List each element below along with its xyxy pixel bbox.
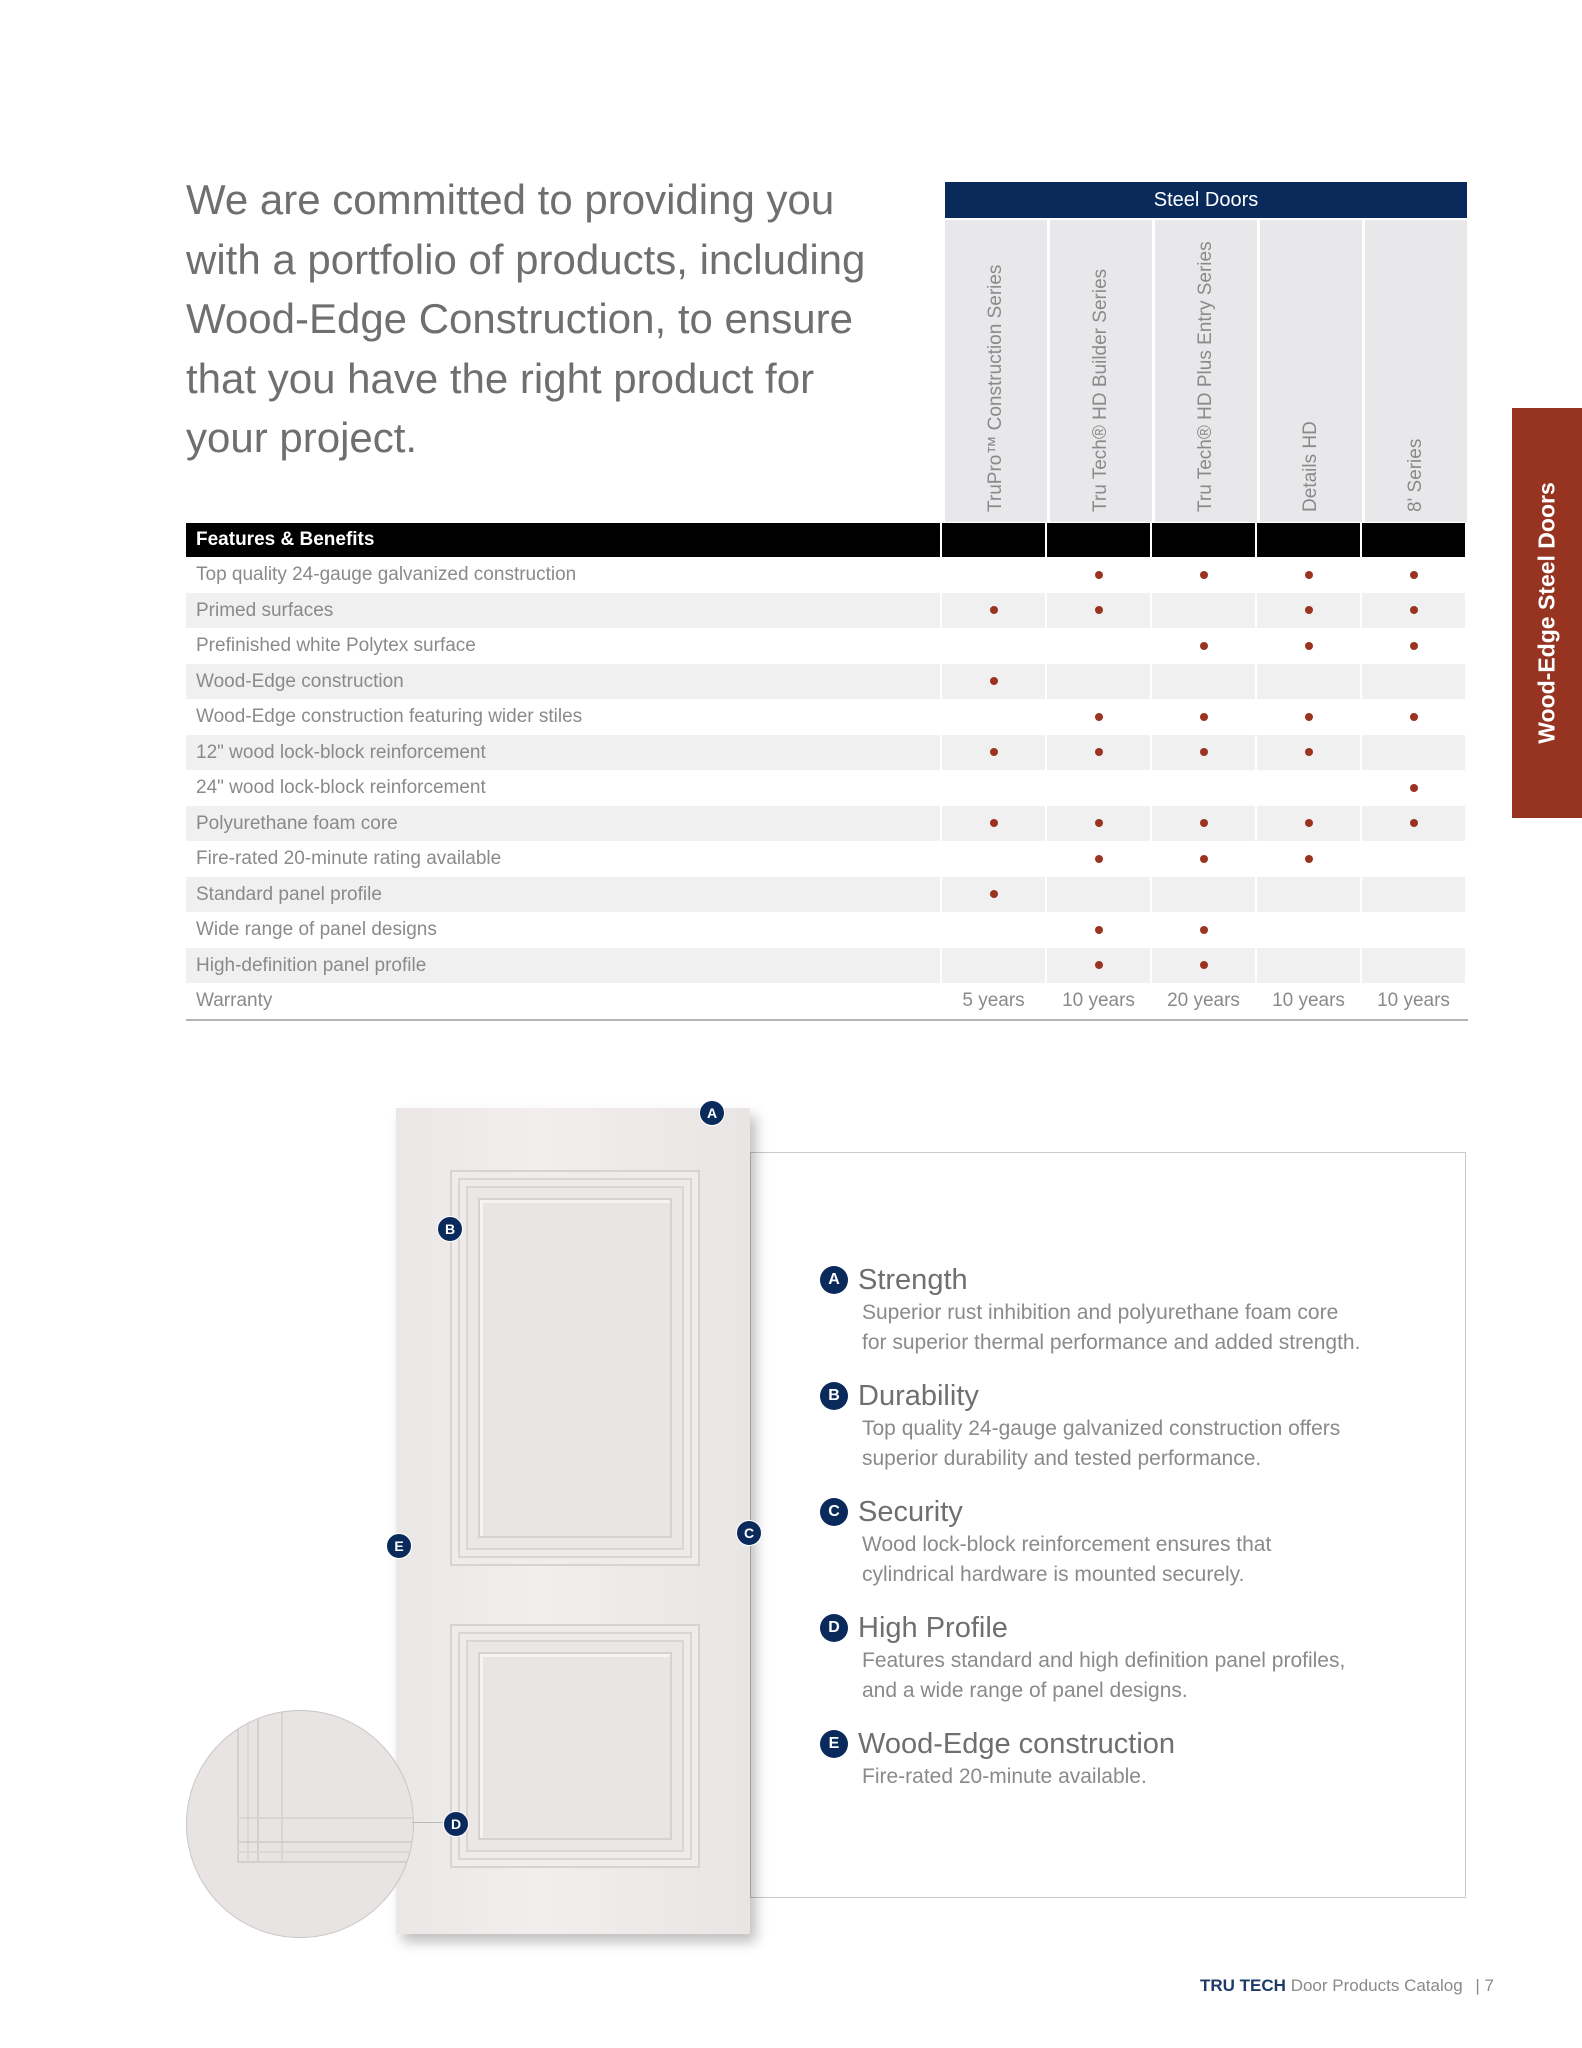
- table-cell: [1362, 948, 1465, 984]
- intro-text: We are committed to providing you with a portfolio of products, including Wood-Edge Construction, to ensure that you have the right product for your project.: [186, 176, 866, 461]
- table-cell: [1362, 806, 1465, 842]
- table-cell: [1152, 699, 1255, 735]
- side-tab-label: Wood-Edge Steel Doors: [1533, 482, 1560, 744]
- feature-title: Wood-Edge construction: [858, 1727, 1176, 1760]
- table-cell: [1047, 664, 1150, 700]
- table-cell: [1152, 593, 1255, 629]
- table-row: [186, 948, 1468, 984]
- header-cell: [1047, 523, 1150, 557]
- feature-title-row: [820, 1726, 1440, 1762]
- feature-title: Security: [858, 1495, 963, 1528]
- panel-detail-magnifier: [186, 1710, 414, 1938]
- table-cell: [1257, 699, 1360, 735]
- included-dot-icon: [1200, 961, 1208, 969]
- table-cell: [1152, 664, 1255, 700]
- lower-panel: [450, 1624, 700, 1868]
- table-cell: [1047, 806, 1150, 842]
- header-cell: [1152, 523, 1255, 557]
- table-cell: [1362, 557, 1465, 593]
- table-cell: [942, 912, 1045, 948]
- table-cell: [1362, 912, 1465, 948]
- table-cell: [1152, 841, 1255, 877]
- table-cell: [942, 557, 1045, 593]
- marker-d: D: [443, 1811, 469, 1837]
- table-cell: [1362, 593, 1465, 629]
- included-dot-icon: [1305, 855, 1313, 863]
- table-cell: [1257, 593, 1360, 629]
- warranty-value: 10 years: [1272, 990, 1345, 1011]
- table-cell: [1152, 948, 1255, 984]
- table-row: [186, 664, 1468, 700]
- included-dot-icon: [990, 606, 998, 614]
- table-cell: [1362, 664, 1465, 700]
- page-footer: [1200, 1976, 1494, 1996]
- column-header-label: Details HD: [1300, 421, 1321, 512]
- warranty-value: 10 years: [1062, 990, 1135, 1011]
- feature-label: Wood-Edge construction featuring wider stiles: [196, 706, 583, 727]
- table-row: [186, 735, 1468, 771]
- table-cell: [1047, 948, 1150, 984]
- header-cell: [1257, 523, 1360, 557]
- column-header: [945, 220, 1047, 522]
- table-cell: [942, 841, 1045, 877]
- table-cell: [1362, 735, 1465, 771]
- table-cell: [1047, 557, 1150, 593]
- included-dot-icon: [990, 677, 998, 685]
- feature-title: Durability: [858, 1379, 979, 1412]
- warranty-value: 20 years: [1167, 990, 1240, 1011]
- table-cell: [942, 628, 1045, 664]
- letter-badge-icon: D: [820, 1614, 848, 1642]
- table-cell: [942, 699, 1045, 735]
- included-dot-icon: [1305, 713, 1313, 721]
- table-cell: [1152, 877, 1255, 913]
- feature-item: [820, 1378, 1440, 1474]
- feature-title-row: [820, 1494, 1440, 1530]
- feature-label: Standard panel profile: [186, 877, 940, 913]
- column-header: [1155, 220, 1257, 522]
- feature-label: 24" wood lock-block reinforcement: [196, 777, 486, 798]
- included-dot-icon: [1305, 606, 1313, 614]
- letter-badge-icon: B: [820, 1382, 848, 1410]
- table-cell: [1152, 770, 1255, 806]
- feature-title-row: [820, 1262, 1440, 1298]
- table-row: [186, 699, 1468, 735]
- table-cell: [1152, 806, 1255, 842]
- table-cell: [1362, 841, 1465, 877]
- table-cell: [1257, 735, 1360, 771]
- column-header: [1260, 220, 1362, 522]
- feature-label: Prefinished white Polytex surface: [196, 635, 476, 656]
- table-cell: [942, 877, 1045, 913]
- column-header-label: Tru Tech® HD Plus Entry Series: [1195, 241, 1216, 512]
- feature-item: [820, 1726, 1440, 1792]
- table-cell: [1047, 735, 1150, 771]
- table-cell: [1257, 664, 1360, 700]
- warranty-value: 10 years: [1377, 990, 1450, 1011]
- feature-title: High Profile: [858, 1611, 1008, 1644]
- feature-item: [820, 1262, 1440, 1358]
- table-cell: [1257, 770, 1360, 806]
- column-header-label: 8' Series: [1405, 438, 1426, 512]
- included-dot-icon: [990, 890, 998, 898]
- features-list: [820, 1262, 1440, 1812]
- marker-c: C: [736, 1520, 762, 1546]
- included-dot-icon: [1095, 926, 1103, 934]
- header-cell: [1362, 523, 1465, 557]
- table-cell: [1047, 593, 1150, 629]
- feature-description: Superior rust inhibition and polyurethane foam core for superior thermal performance and added strength.: [862, 1301, 1361, 1354]
- table-cell: [1257, 806, 1360, 842]
- table-cell: [1047, 699, 1150, 735]
- feature-title-row: [820, 1610, 1440, 1646]
- column-header: [1050, 220, 1152, 522]
- table-cell: [942, 806, 1045, 842]
- feature-title-row: [820, 1378, 1440, 1414]
- column-header: [1365, 220, 1467, 522]
- marker-b: B: [437, 1216, 463, 1242]
- included-dot-icon: [1095, 748, 1103, 756]
- table-cell: [1257, 948, 1360, 984]
- feature-label: 12" wood lock-block reinforcement: [186, 735, 940, 771]
- feature-item: [820, 1494, 1440, 1590]
- table-cell: [1047, 628, 1150, 664]
- feature-title: Strength: [858, 1263, 968, 1296]
- table-cell: [1047, 877, 1150, 913]
- table-cell: [1152, 735, 1255, 771]
- steel-doors-header: Steel Doors: [945, 182, 1467, 218]
- table-cell: [1362, 628, 1465, 664]
- included-dot-icon: [1410, 606, 1418, 614]
- table-cell: [942, 664, 1045, 700]
- feature-description: Fire-rated 20-minute available.: [862, 1765, 1147, 1788]
- table-row: [186, 557, 1468, 593]
- table-row: [186, 593, 1468, 629]
- included-dot-icon: [1200, 748, 1208, 756]
- included-dot-icon: [1095, 606, 1103, 614]
- table-cell: [1257, 877, 1360, 913]
- page-number: | 7: [1475, 1976, 1494, 1995]
- features-table: [186, 523, 1468, 1021]
- included-dot-icon: [1200, 926, 1208, 934]
- warranty-value: 5 years: [962, 990, 1025, 1011]
- included-dot-icon: [1095, 961, 1103, 969]
- included-dot-icon: [1305, 571, 1313, 579]
- included-dot-icon: [1200, 571, 1208, 579]
- included-dot-icon: [990, 819, 998, 827]
- feature-label: Primed surfaces: [186, 593, 940, 629]
- warranty-row: [186, 983, 1468, 1021]
- table-cell: [1047, 912, 1150, 948]
- included-dot-icon: [1305, 819, 1313, 827]
- feature-label: Top quality 24-gauge galvanized construction: [196, 564, 577, 585]
- included-dot-icon: [1410, 784, 1418, 792]
- feature-label: Polyurethane foam core: [186, 806, 940, 842]
- included-dot-icon: [1095, 855, 1103, 863]
- included-dot-icon: [1200, 855, 1208, 863]
- table-cell: [1362, 877, 1465, 913]
- included-dot-icon: [1305, 748, 1313, 756]
- table-cell: [942, 593, 1045, 629]
- column-header-label: TruPro™ Construction Series: [985, 264, 1006, 512]
- table-row: [186, 770, 1468, 806]
- table-cell: [1152, 557, 1255, 593]
- section-side-tab: [1512, 408, 1582, 818]
- feature-description: Top quality 24-gauge galvanized construction offers superior durability and tested performance.: [862, 1417, 1341, 1470]
- feature-label: Wide range of panel designs: [196, 919, 437, 940]
- included-dot-icon: [1095, 713, 1103, 721]
- included-dot-icon: [1410, 571, 1418, 579]
- feature-label: Wood-Edge construction: [186, 664, 940, 700]
- table-cell: [942, 770, 1045, 806]
- table-row: [186, 806, 1468, 842]
- table-cell: [1047, 841, 1150, 877]
- included-dot-icon: [1095, 819, 1103, 827]
- table-cell: [1362, 699, 1465, 735]
- included-dot-icon: [1200, 819, 1208, 827]
- column-header-label: Tru Tech® HD Builder Series: [1090, 268, 1111, 512]
- table-row: [186, 841, 1468, 877]
- included-dot-icon: [1095, 571, 1103, 579]
- feature-description: Wood lock-block reinforcement ensures that cylindrical hardware is mounted securely.: [862, 1533, 1272, 1586]
- feature-label: Fire-rated 20-minute rating available: [196, 848, 502, 869]
- table-cell: [1257, 841, 1360, 877]
- table-row: [186, 877, 1468, 913]
- table-cell: [942, 948, 1045, 984]
- included-dot-icon: [1410, 642, 1418, 650]
- table-cell: [1257, 912, 1360, 948]
- letter-badge-icon: A: [820, 1266, 848, 1294]
- footer-brand: TRU TECH: [1200, 1976, 1286, 1995]
- table-cell: [1152, 912, 1255, 948]
- letter-badge-icon: C: [820, 1498, 848, 1526]
- feature-description: Features standard and high definition panel profiles, and a wide range of panel designs.: [862, 1649, 1346, 1702]
- feature-item: [820, 1610, 1440, 1706]
- letter-badge-icon: E: [820, 1730, 848, 1758]
- included-dot-icon: [1200, 642, 1208, 650]
- header-cell: [942, 523, 1045, 557]
- warranty-label: Warranty: [196, 990, 273, 1011]
- table-cell: [1257, 628, 1360, 664]
- included-dot-icon: [990, 748, 998, 756]
- marker-a: A: [699, 1100, 725, 1126]
- table-cell: [1257, 557, 1360, 593]
- included-dot-icon: [1410, 819, 1418, 827]
- table-cell: [942, 735, 1045, 771]
- table-cell: [1362, 770, 1465, 806]
- upper-panel: [450, 1170, 700, 1566]
- table-cell: [1152, 628, 1255, 664]
- table-row: [186, 628, 1468, 664]
- table-header-row: [186, 523, 1468, 557]
- footer-catalog: Door Products Catalog: [1290, 1976, 1463, 1995]
- included-dot-icon: [1305, 642, 1313, 650]
- included-dot-icon: [1410, 713, 1418, 721]
- table-row: [186, 912, 1468, 948]
- included-dot-icon: [1200, 713, 1208, 721]
- table-cell: [1047, 770, 1150, 806]
- features-header: Features & Benefits: [186, 523, 940, 557]
- feature-label: High-definition panel profile: [186, 948, 940, 984]
- marker-e: E: [386, 1533, 412, 1559]
